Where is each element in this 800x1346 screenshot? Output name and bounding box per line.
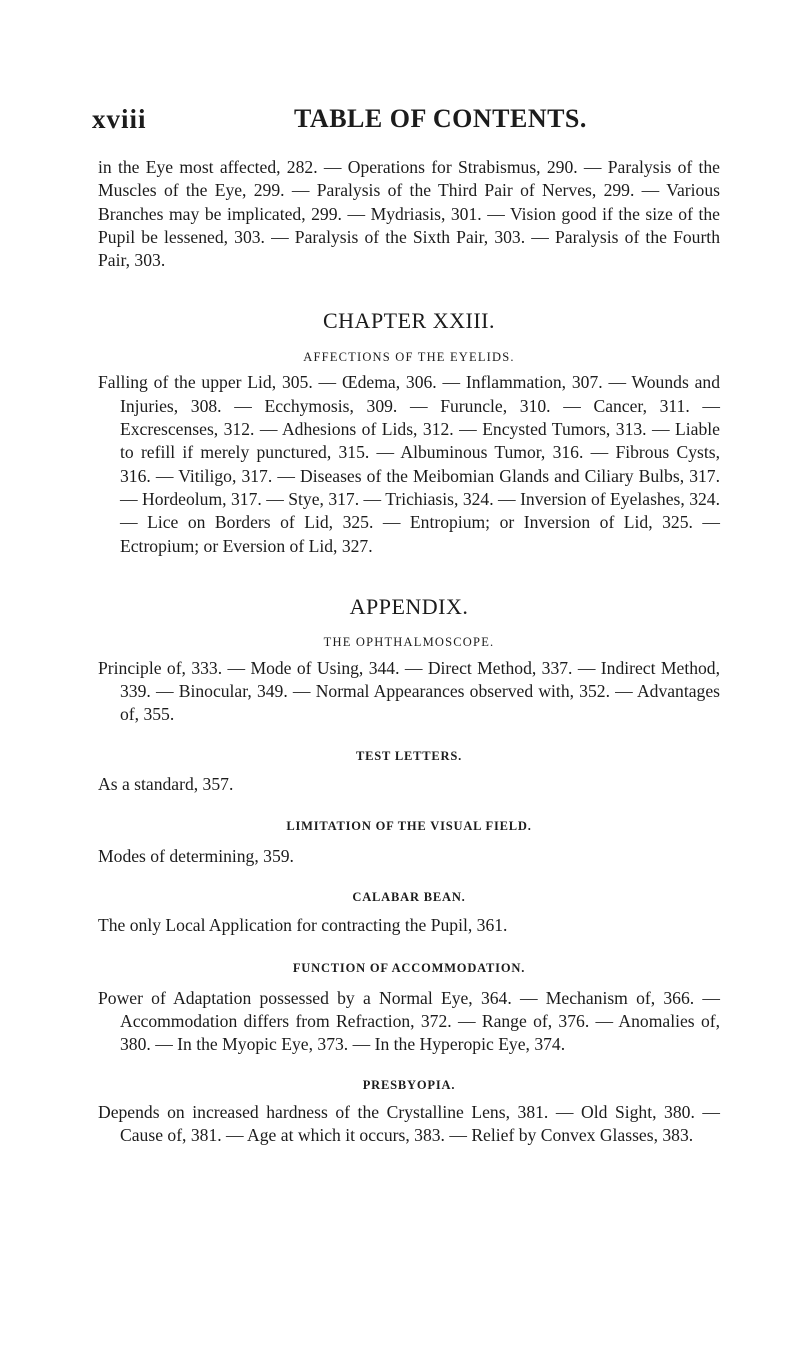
section-heading-test-letters: TEST LETTERS. [355,748,463,763]
section-heading-ophthalmoscope: THE OPHTHALMOSCOPE. [323,634,495,649]
intro-text: in the Eye most affected, 282. — Operations for Strabismus, 290. — Paralysis of the Muscles of the Eye, 299. — Paralysis of the Third Pair of Nerves, 299. — Various Branches may be implicated, 299. — Mydriasis, 301. — Vision good if the size of the Pupil be lessened, 303. — Paralysis of the Sixth Pair, 303. — Paralysis of the Fourth Pair, 303. [98,157,720,271]
contents-body [98,156,720,1147]
section-heading-calabar-bean: CALABAR BEAN. [352,890,466,905]
page-header [92,104,720,138]
section-text-accommodation: Power of Adaptation possessed by a Normal Eye, 364. — Mechanism of, 366. — Accommodation differs from Refraction, 372. — Range of, 376. — Anomalies of, 380. — In the Myopic Eye, 373. — In the Hyperopic Eye, 374. [98,987,720,1055]
running-title: TABLE OF CONTENTS. [294,104,587,133]
section-heading-accommodation: FUNCTION OF ACCOMMODATION. [292,960,526,975]
section-text-calabar-bean: The only Local Application for contracting the Pupil, 361. [98,915,508,936]
section-heading-presbyopia: PRESBYOPIA. [362,1077,456,1092]
chapter-title: CHAPTER XXIII. [323,308,495,334]
section-text-test-letters: As a standard, 357. [98,773,234,794]
section-text-ophthalmoscope: Principle of, 333. — Mode of Using, 344. — Direct Method, 337. — Indirect Method, 339. — Binocular, 349. — Normal Appearances observed with, 352. — Advantages of, 355. [98,657,720,725]
chapter-subtitle: AFFECTIONS OF THE EYELIDS. [303,350,515,365]
section-text-visual-field: Modes of determining, 359. [98,846,294,867]
intro-paragraph [98,156,720,272]
section-heading-visual-field: LIMITATION OF THE VISUAL FIELD. [286,819,532,834]
chapter-text: Falling of the upper Lid, 305. — Œdema, 306. — Inflammation, 307. — Wounds and Injuries, 308. — Ecchymosis, 309. — Furuncle, 310. — Cancer, 311. — Excrescenses, 312. — Adhesions of Lids, 312. — Encysted Tumors, 313. — Liable to refill if merely punctured, 315. — Albuminous Tumor, 316. — Fibrous Cysts, 316. — Vitiligo, 317. — Diseases of the Meibomian Glands and Ciliary Bulbs, 317. — Hordeolum, 317. — Stye, 317. — Trichiasis, 324. — Inversion of Eyelashes, 324. — Lice on Borders of Lid, 325. — Entropium; or Inversion of Lid, 325. — Ectropium; or Eversion of Lid, 327. [98,372,720,556]
page-number: xviii [92,104,147,134]
chapter-contents [98,371,720,557]
appendix-title: APPENDIX. [349,593,469,619]
section-text-presbyopia: Depends on increased hardness of the Crystalline Lens, 381. — Old Sight, 380. — Cause of, 381. — Age at which it occurs, 383. — Relief by Convex Glasses, 383. [98,1101,720,1145]
